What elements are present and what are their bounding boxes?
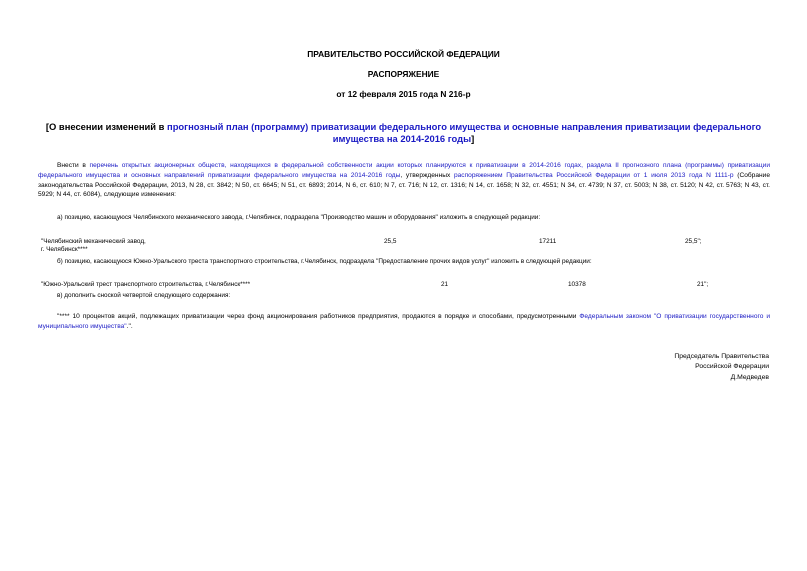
intro-link-order[interactable]: распоряжением Правительства Российской Федерации от 1 июля 2013 года N 1111-р	[453, 171, 734, 179]
intro-paragraph	[38, 161, 770, 200]
signature-country: Российской Федерации	[695, 363, 769, 370]
row1-col1: 25,5	[384, 238, 397, 245]
title-open: [О внесении изменений в	[45, 121, 168, 132]
footnote-link-law[interactable]: Федеральным законом "О приватизации государственного и муниципального имущества"	[38, 313, 771, 330]
signature-title: Председатель Правительства	[674, 353, 769, 360]
row2-col1: 21	[441, 281, 449, 288]
row2-name: "Южно-Уральский трест транспортного строительства, г.Челябинск****	[41, 281, 251, 288]
intro-link-list[interactable]: перечень открытых акционерных обществ, находящихся в федеральной собственности акции которых планируются к приватизации в 2014-2016 годах, раздела II прогнозного плана (программы) приватизации федерального имущества и основных направлений приватизации федерального имущества на 2014-2016 годы	[38, 162, 770, 179]
row1-name-line2: г. Челябинск****	[41, 246, 88, 253]
signature-name: Д.Медведев	[730, 374, 769, 381]
row2-col3: 21";	[697, 281, 709, 288]
row1-col2: 17211	[539, 238, 557, 245]
item-c-text: в) дополнить сноской четвертой следующего содержания:	[57, 292, 231, 299]
footnote-text-1: "**** 10 процентов акций, подлежащих приватизации через фонд акционирования работников предприятия, продаются в порядке и способами, предусмотренными	[57, 313, 580, 320]
intro-text-1: Внести в	[57, 162, 90, 169]
intro-text-2: , утвержденных	[400, 171, 454, 179]
row1-col3: 25,5";	[685, 238, 702, 245]
item-a-text: а) позицию, касающуюся Челябинского механического завода, г.Челябинск, подраздела "Производство машин и оборудования" изложить в следующей редакции:	[57, 214, 541, 221]
title-link[interactable]: прогнозный план (программу) приватизации федерального имущества и основные направления приватизации федерального имущества на 2014-2016 годы	[167, 121, 762, 144]
document-date-number: от 12 февраля 2015 года N 216-р	[336, 89, 471, 99]
government-heading: ПРАВИТЕЛЬСТВО РОССИЙСКОЙ ФЕДЕРАЦИИ	[307, 49, 500, 59]
document-type: РАСПОРЯЖЕНИЕ	[367, 69, 440, 79]
title-close: ]	[471, 133, 475, 144]
row2-col2: 10378	[568, 281, 586, 288]
footnote-text-2: .".	[126, 322, 133, 330]
row1-name-line1: "Челябинский механический завод,	[41, 238, 146, 245]
item-b-text: б) позицию, касающуюся Южно-Уральского треста транспортного строительства, г.Челябинск, подраздела "Предоставление прочих видов услуг" изложить в следующей редакции:	[57, 258, 592, 265]
intro-text-3: (Собрание законодательства Российской Федерации, 2013, N 28, ст. 3842; N 50, ст. 6645; N 51, ст. 6893; 2014, N 6, ст. 610; N 7, ст. 716; N 12, ст. 1316; N 14, ст. 1658; N 32, ст. 4551; N 34, ст. 4739; N 37, ст. 5003; N 38, ст. 5120; N 42, ст. 5763; N 43, ст. 5929; N 44, ст. 6084), следующие изменения:	[38, 171, 771, 199]
document-title	[36, 121, 771, 145]
footnote-paragraph	[38, 312, 770, 332]
